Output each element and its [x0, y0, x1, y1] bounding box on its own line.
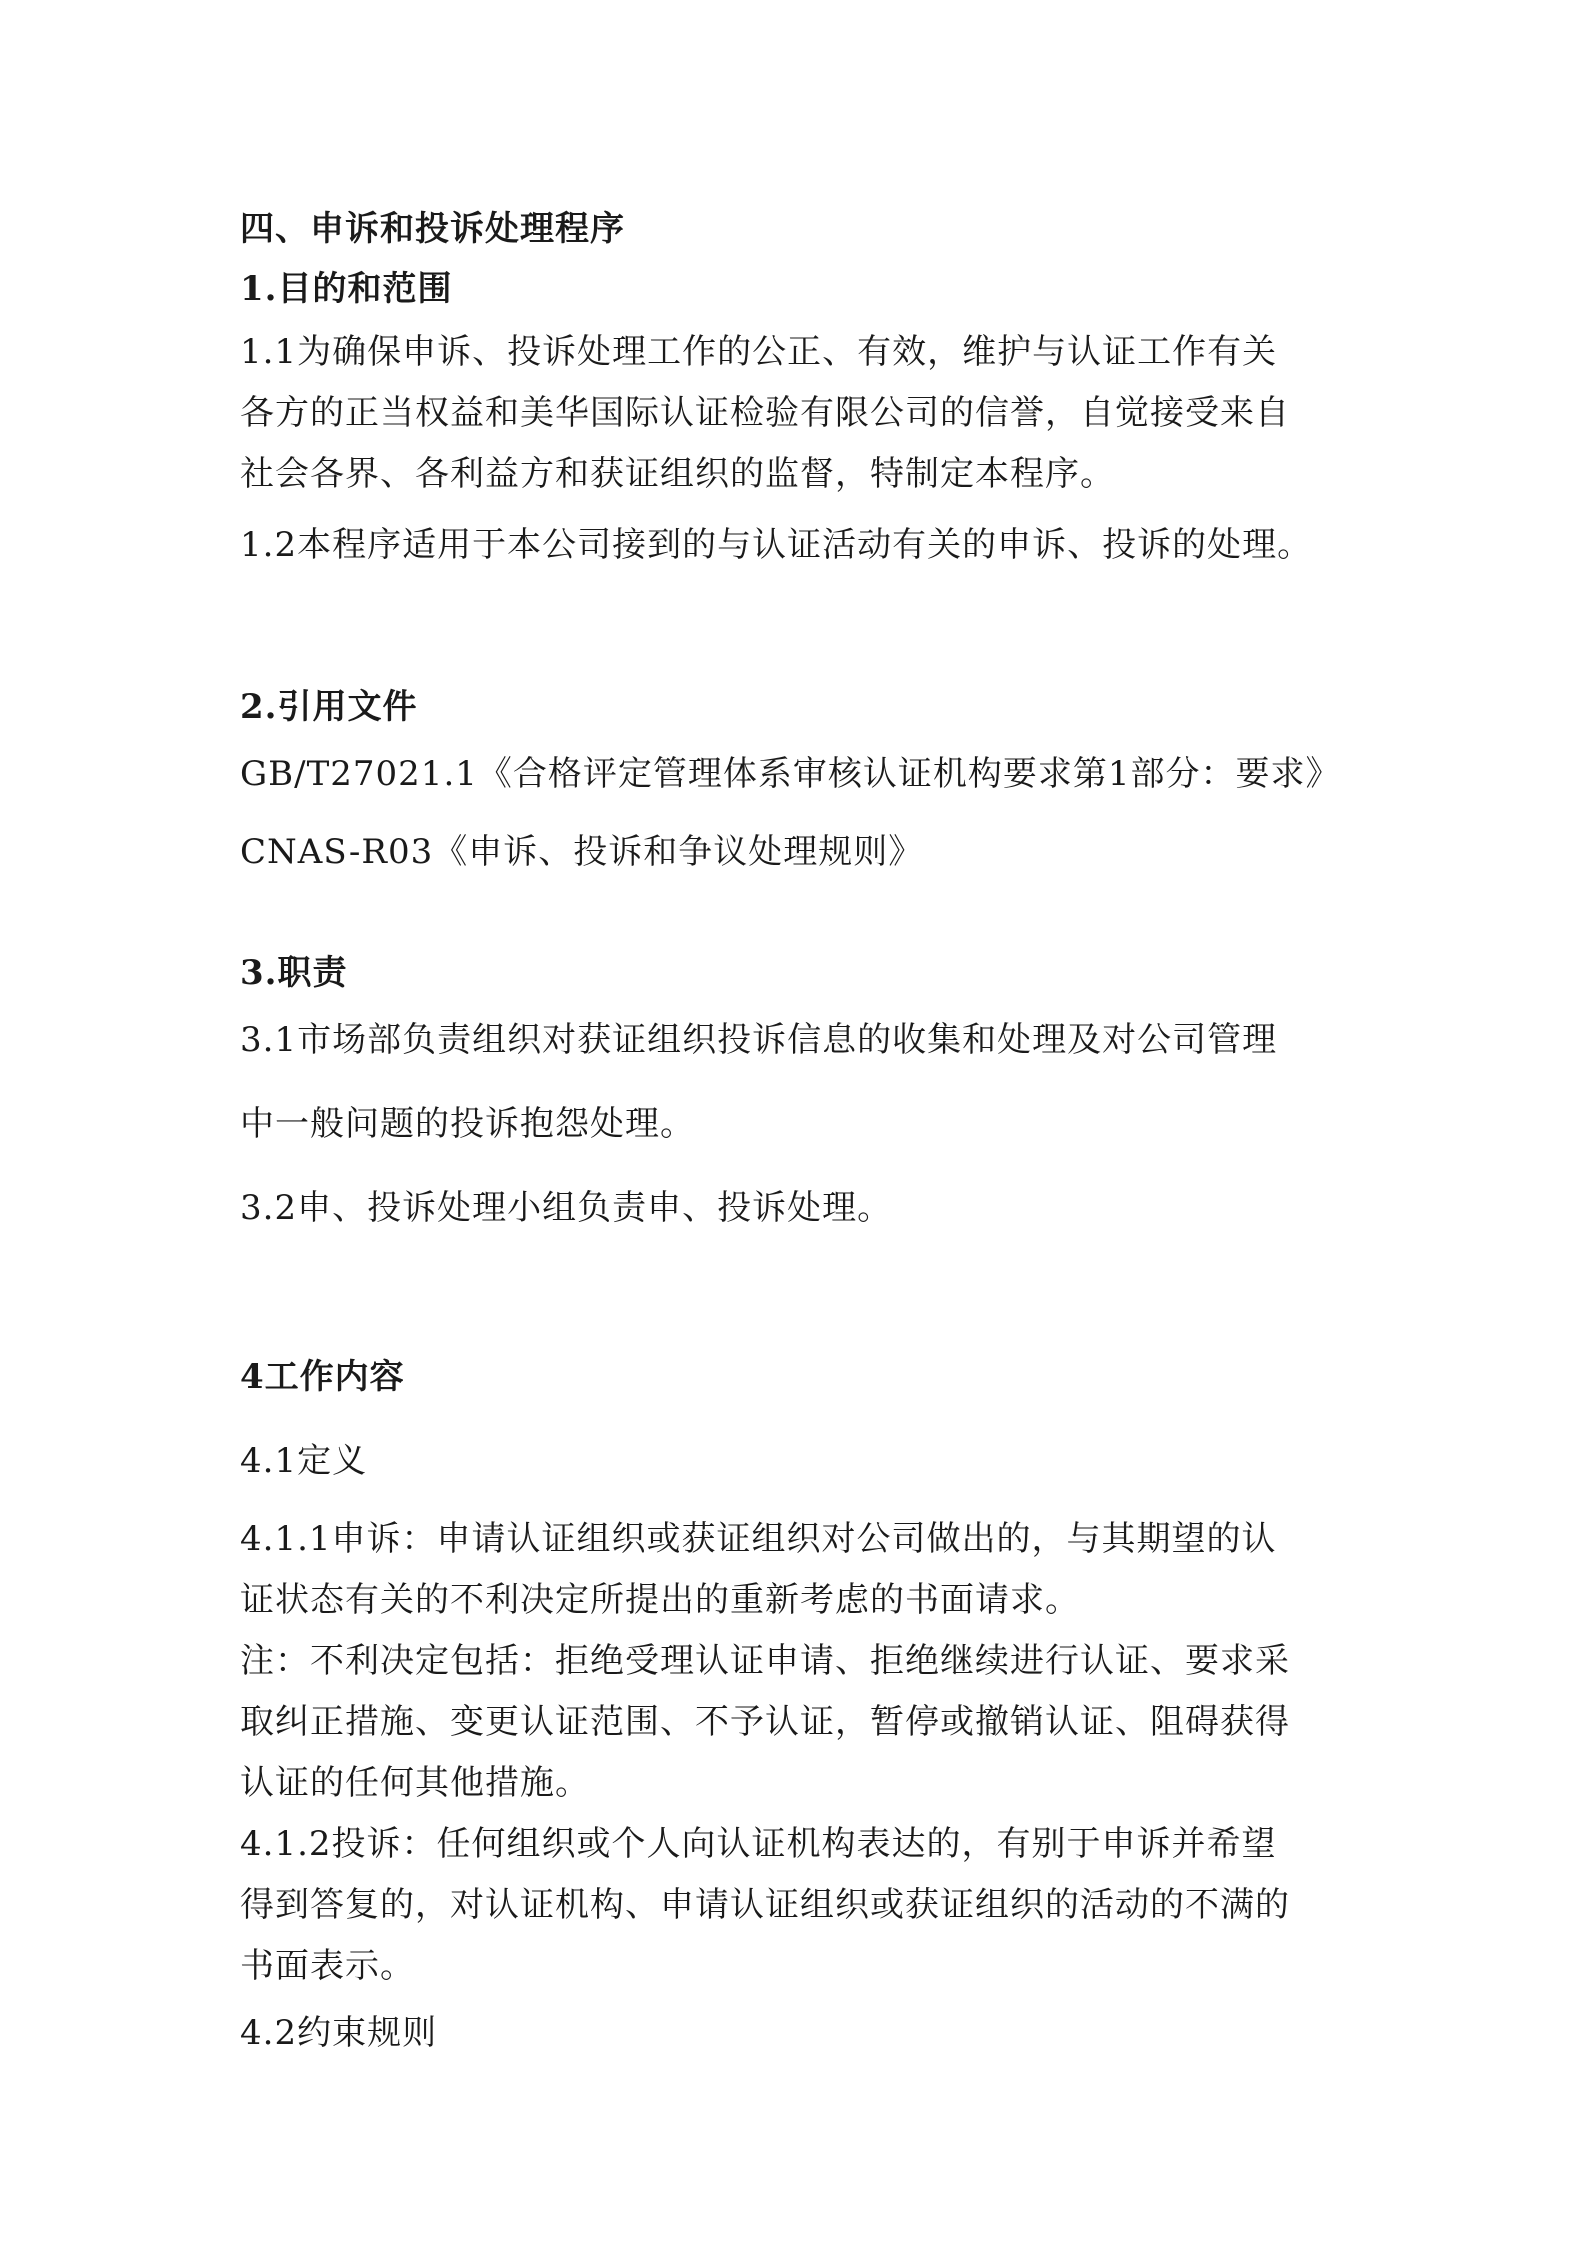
paragraph-line: 证状态有关的不利决定所提出的重新考虑的书面请求。: [240, 1580, 1080, 1620]
paragraph-line: 得到答复的，对认证机构、申请认证组织或获证组织的活动的不满的: [240, 1885, 1290, 1925]
note-line: 认证的任何其他措施。: [240, 1763, 590, 1803]
section-title-responsibilities: 3.职责: [240, 953, 348, 993]
paragraph-line: 书面表示。: [240, 1946, 415, 1986]
section-title-work-content: 4工作内容: [240, 1357, 405, 1397]
paragraph-line: 3.2申、投诉处理小组负责申、投诉处理。: [240, 1188, 893, 1228]
reference-item: GB/T27021.1《合格评定管理体系审核认证机构要求第1部分：要求》: [240, 754, 1341, 794]
paragraph-line: 3.1市场部负责组织对获证组织投诉信息的收集和处理及对公司管理: [240, 1020, 1278, 1060]
note-line: 注：不利决定包括：拒绝受理认证申请、拒绝继续进行认证、要求采: [240, 1641, 1290, 1681]
paragraph-line: 社会各界、各利益方和获证组织的监督，特制定本程序。: [240, 454, 1115, 494]
paragraph-line: 4.1.2投诉：任何组织或个人向认证机构表达的，有别于申诉并希望: [240, 1824, 1277, 1864]
paragraph-line: 各方的正当权益和美华国际认证检验有限公司的信誉，自觉接受来自: [240, 393, 1290, 433]
paragraph-line: 4.1.1申诉：申请认证组织或获证组织对公司做出的，与其期望的认: [240, 1519, 1277, 1559]
paragraph-line: 1.1为确保申诉、投诉处理工作的公正、有效，维护与认证工作有关: [240, 332, 1278, 372]
paragraph-line: 1.2本程序适用于本公司接到的与认证活动有关的申诉、投诉的处理。: [240, 525, 1313, 565]
reference-item: CNAS-R03《申诉、投诉和争议处理规则》: [240, 832, 924, 872]
subsection-title: 4.1定义: [240, 1441, 368, 1481]
subsection-title: 4.2约束规则: [240, 2013, 438, 2053]
document-heading: 四、申诉和投诉处理程序: [240, 209, 625, 249]
paragraph-line: 中一般问题的投诉抱怨处理。: [240, 1104, 695, 1144]
note-line: 取纠正措施、变更认证范围、不予认证，暂停或撤销认证、阻碍获得: [240, 1702, 1290, 1742]
section-title-references: 2.引用文件: [240, 687, 418, 727]
section-title-purpose: 1.目的和范围: [240, 269, 453, 309]
